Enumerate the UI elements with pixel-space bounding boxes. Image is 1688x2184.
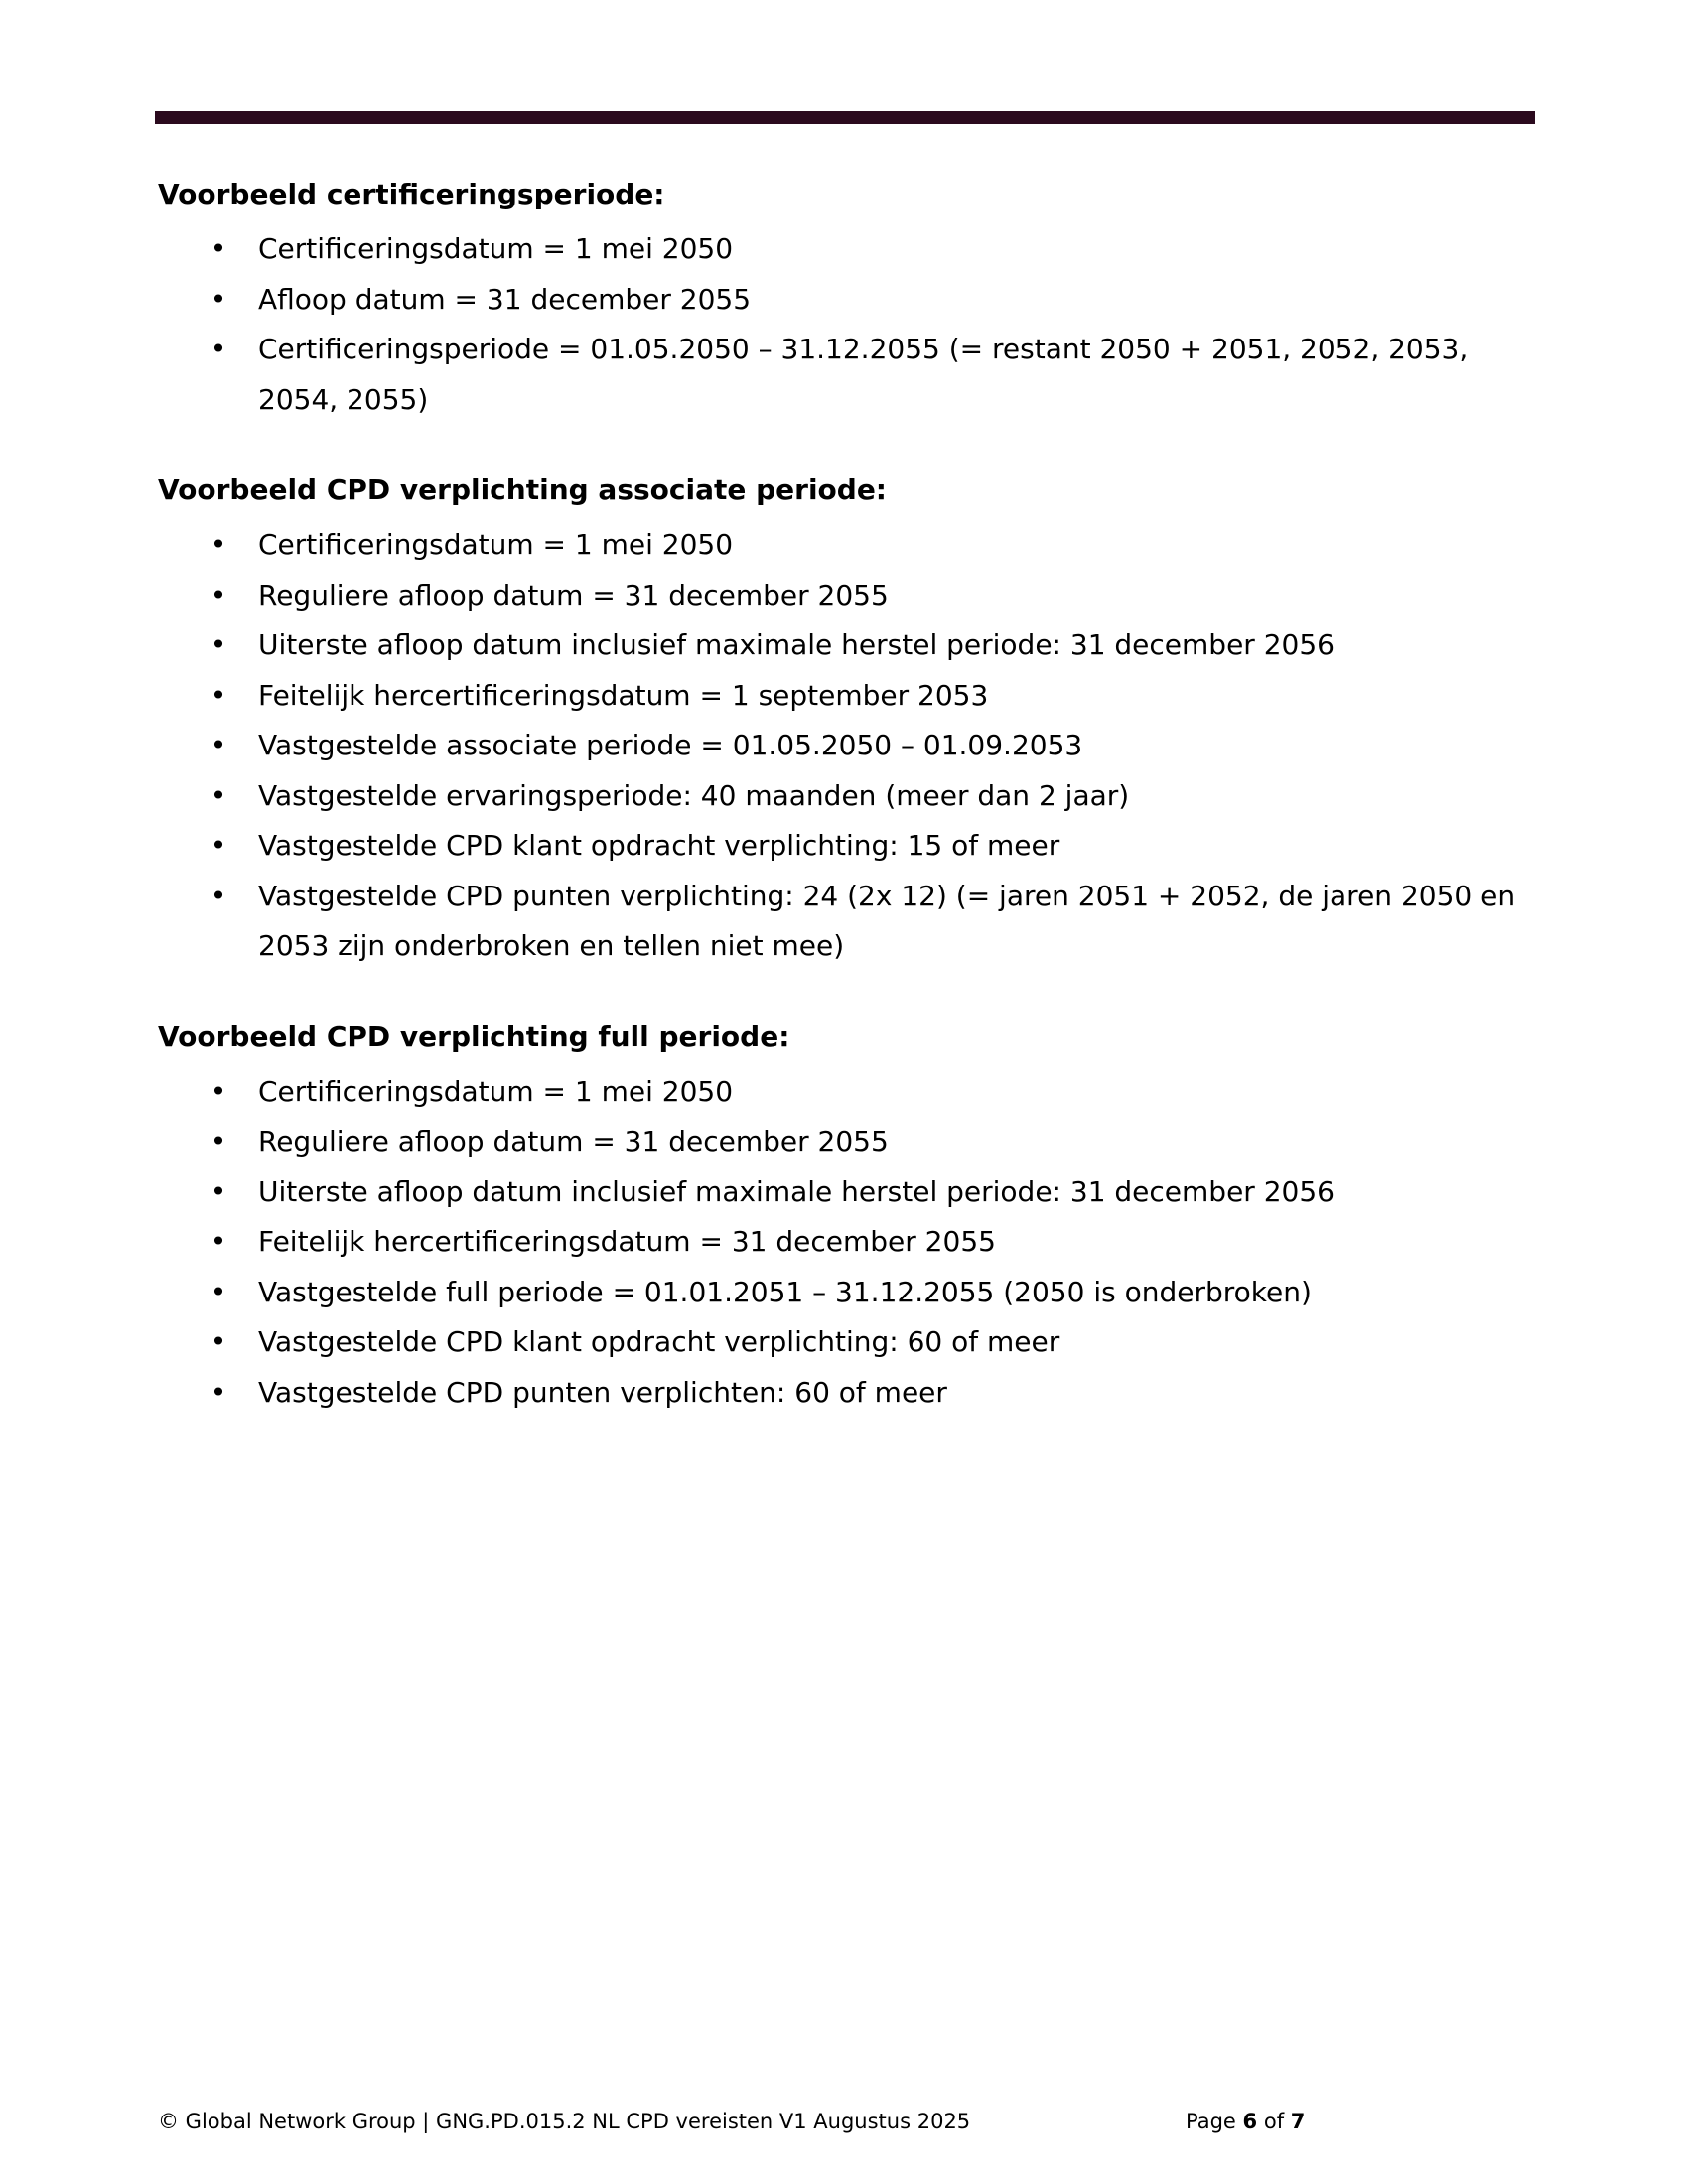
footer-page-number [1186, 2107, 1305, 2136]
list-item [158, 821, 1538, 872]
list-item-text: Vastgestelde associate periode = 01.05.2050 – 01.09.2053 [258, 729, 1083, 761]
bullet-icon: • [210, 879, 227, 912]
list-item [158, 1067, 1538, 1118]
list-item-text: Uiterste afloop datum inclusief maximale herstel periode: 31 december 2056 [258, 1174, 1335, 1208]
document-body [158, 175, 1538, 1463]
bullet-icon: • [210, 528, 227, 561]
list-item [158, 620, 1538, 671]
page-total: 7 [1290, 2110, 1306, 2133]
list-item-text: Certificeringsperiode = 01.05.2050 – 31.12.2055 (= restant 2050 + 2051, 2052, 2053, 2054, 2055) [258, 333, 1469, 416]
list-item [158, 872, 1538, 972]
list-item [158, 1368, 1538, 1419]
list-item [158, 1317, 1538, 1368]
list-item-text: Uiterste afloop datum inclusief maximale herstel periode: 31 december 2056 [258, 628, 1335, 661]
section-associate-periode [158, 471, 1538, 972]
list-item-text: Certificeringsdatum = 1 mei 2050 [258, 528, 734, 561]
bullet-icon: • [210, 678, 227, 712]
bullet-icon: • [210, 1174, 227, 1208]
bullet-icon: • [210, 1125, 227, 1158]
bullet-icon: • [210, 1325, 227, 1358]
bullet-icon: • [210, 578, 227, 612]
page-current: 6 [1242, 2110, 1258, 2133]
bullet-icon: • [210, 1375, 227, 1409]
section-full-periode [158, 1018, 1538, 1419]
bullet-icon: • [210, 829, 227, 862]
list-item [158, 571, 1538, 621]
list-item-text: Feitelijk hercertificeringsdatum = 31 december 2055 [258, 1225, 996, 1258]
list-item [158, 1217, 1538, 1268]
list-item [158, 1167, 1538, 1218]
section-heading: Voorbeeld CPD verplichting full periode: [158, 1020, 790, 1053]
bullet-icon: • [210, 1225, 227, 1258]
bullet-icon: • [210, 628, 227, 661]
list-item-text: Vastgestelde ervaringsperiode: 40 maanden (meer dan 2 jaar) [258, 778, 1130, 812]
list-item [158, 325, 1538, 425]
section-certificeringsperiode [158, 175, 1538, 425]
list-item [158, 671, 1538, 722]
list-item [158, 1268, 1538, 1318]
list-item-text: Feitelijk hercertificeringsdatum = 1 september 2053 [258, 678, 989, 712]
bullet-icon: • [210, 1275, 227, 1308]
list-item [158, 275, 1538, 326]
bullet-icon: • [210, 232, 227, 265]
page-of-label: of [1263, 2110, 1285, 2133]
list-item-text: Certificeringsdatum = 1 mei 2050 [258, 1074, 734, 1108]
list-item [158, 224, 1538, 275]
list-item [158, 520, 1538, 571]
bullet-icon: • [210, 729, 227, 761]
list-item-text: Vastgestelde CPD klant opdracht verplichting: 15 of meer [258, 829, 1060, 862]
list-item-text: Afloop datum = 31 december 2055 [258, 282, 752, 316]
section-heading: Voorbeeld certificeringsperiode: [158, 178, 665, 210]
list-item [158, 721, 1538, 771]
bullet-icon: • [210, 1074, 227, 1108]
bullet-list [158, 1067, 1538, 1419]
list-item-text: Vastgestelde CPD punten verplichten: 60 of meer [258, 1375, 947, 1409]
list-item-text: Vastgestelde CPD punten verplichting: 24 (2x 12) (= jaren 2051 + 2052, de jaren 2050 en 2053 zijn onderbroken en tellen niet mee) [258, 879, 1516, 962]
bullet-icon: • [210, 282, 227, 316]
bullet-icon: • [210, 333, 227, 365]
list-item [158, 1117, 1538, 1167]
list-item-text: Reguliere afloop datum = 31 december 2055 [258, 578, 889, 612]
bullet-icon: • [210, 778, 227, 812]
list-item [158, 771, 1538, 822]
page-label: Page [1186, 2110, 1236, 2133]
bullet-list [158, 224, 1538, 425]
list-item-text: Reguliere afloop datum = 31 december 2055 [258, 1125, 889, 1158]
bullet-list [158, 520, 1538, 972]
footer-copyright: © Global Network Group | GNG.PD.015.2 NL CPD vereisten V1 Augustus 2025 [158, 2110, 971, 2133]
header-rule [155, 111, 1535, 124]
list-item-text: Vastgestelde CPD klant opdracht verplichting: 60 of meer [258, 1325, 1060, 1358]
section-heading: Voorbeeld CPD verplichting associate periode: [158, 474, 888, 506]
list-item-text: Certificeringsdatum = 1 mei 2050 [258, 232, 734, 265]
list-item-text: Vastgestelde full periode = 01.01.2051 – 31.12.2055 (2050 is onderbroken) [258, 1275, 1312, 1308]
